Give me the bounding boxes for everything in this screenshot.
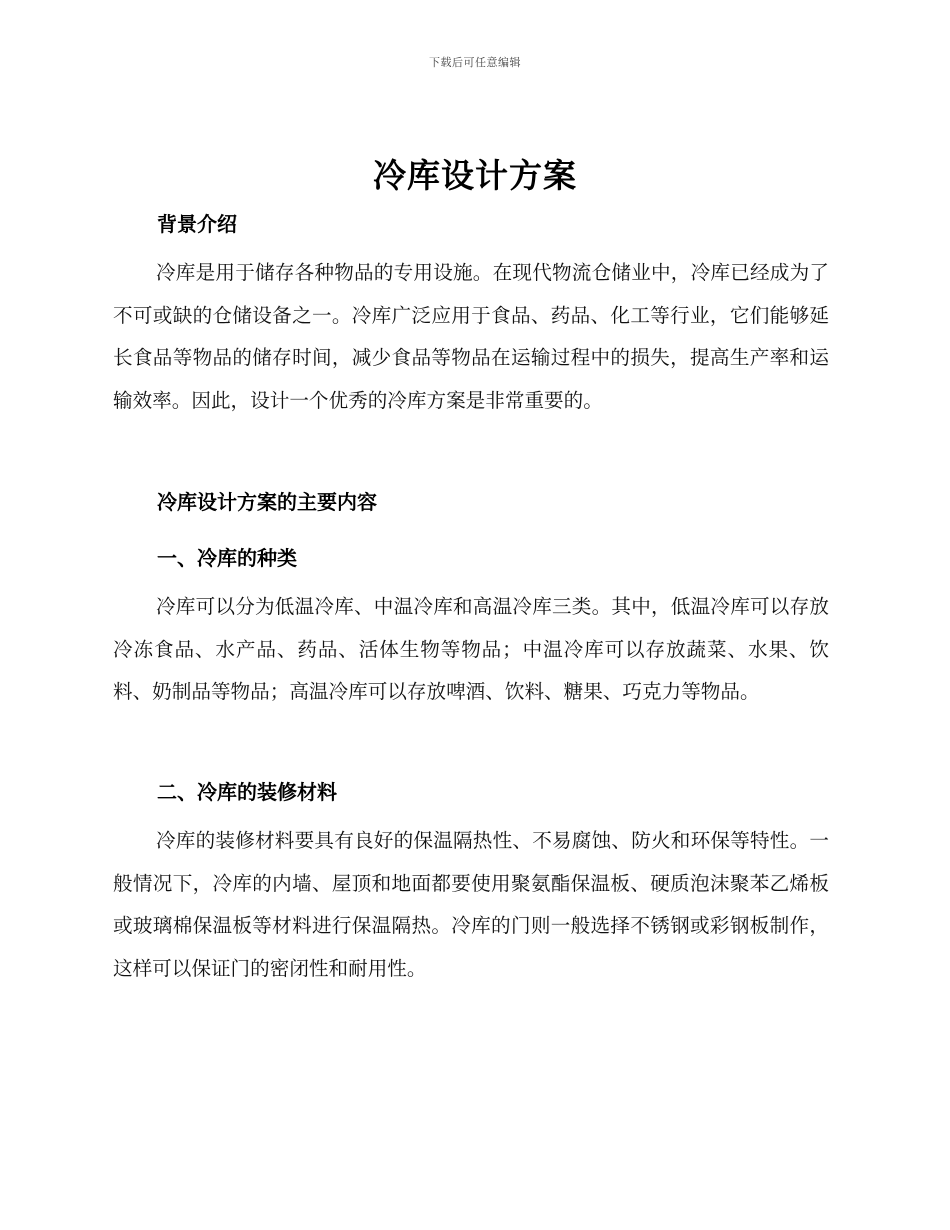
section-heading-main-content: 冷库设计方案的主要内容: [157, 490, 377, 514]
section-heading-background: 背景介绍: [157, 212, 237, 236]
section-paragraph-materials: 冷库的装修材料要具有良好的保温隔热性、不易腐蚀、防火和环保等特性。一般情况下，冷库的内墙、屋顶和地面都要使用聚氨酯保温板、硬质泡沫聚苯乙烯板或玻璃棉保温板等材料进行保温隔热。冷库的门则一般选择不锈钢或彩钢板制作，这样可以保证门的密闭性和耐用性。: [113, 829, 829, 980]
section-paragraph-background: 冷库是用于储存各种物品的专用设施。在现代物流仓储业中，冷库已经成为了不可或缺的仓储设备之一。冷库广泛应用于食品、药品、化工等行业，它们能够延长食品等物品的储存时间，减少食品等物品在运输过程中的损失，提高生产率和运输效率。因此，设计一个优秀的冷库方案是非常重要的。: [113, 261, 829, 412]
section-heading-types: 一、冷库的种类: [157, 546, 297, 570]
section-paragraph-types: 冷库可以分为低温冷库、中温冷库和高温冷库三类。其中，低温冷库可以存放冷冻食品、水产品、药品、活体生物等物品；中温冷库可以存放蔬菜、水果、饮料、奶制品等物品；高温冷库可以存放啤酒、饮料、糖果、巧克力等物品。: [113, 595, 829, 703]
header-note: 下载后可任意编辑: [429, 56, 521, 69]
section-heading-materials: 二、冷库的装修材料: [157, 780, 337, 804]
document-title: 冷库设计方案: [373, 156, 577, 195]
